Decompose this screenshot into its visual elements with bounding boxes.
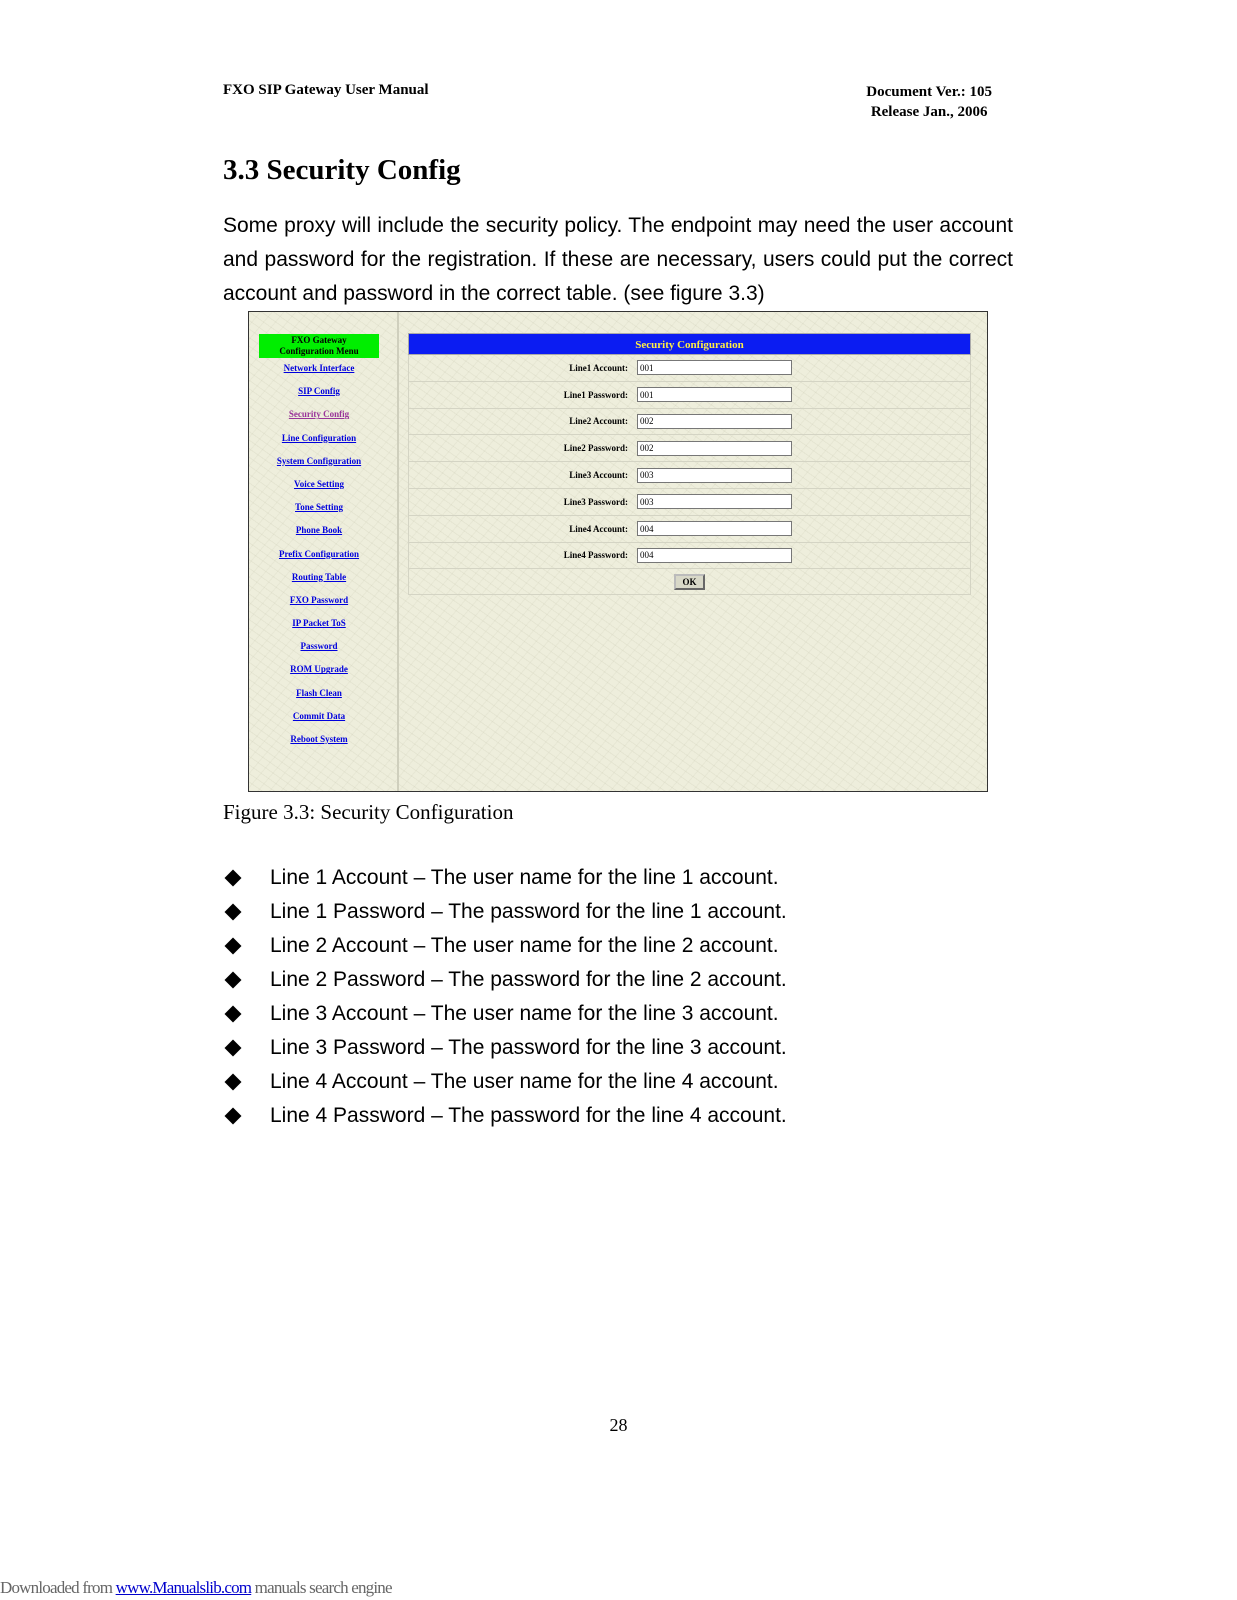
line4-account-label: Line4 Account: bbox=[569, 523, 628, 534]
menu-item bbox=[249, 479, 389, 502]
menu-link-ip-packet-tos[interactable]: IP Packet ToS bbox=[292, 618, 346, 629]
figure-caption: Figure 3.3: Security Configuration bbox=[223, 800, 514, 824]
menu-link-flash-clean[interactable]: Flash Clean bbox=[296, 687, 342, 698]
list-item-text: Line 3 Account – The user name for the line 3 account. bbox=[270, 1002, 779, 1025]
list-item bbox=[223, 1099, 787, 1133]
footer-suffix: manuals search engine bbox=[251, 1578, 392, 1597]
header-doc-version bbox=[866, 82, 992, 122]
menu-item bbox=[249, 549, 389, 572]
list-item bbox=[223, 1065, 787, 1099]
panel-title: Security Configuration bbox=[408, 333, 971, 355]
list-item-text: Line 4 Password – The password for the line 4 account. bbox=[270, 1104, 787, 1127]
list-item-text: Line 3 Password – The password for the line 3 account. bbox=[270, 1036, 787, 1059]
form-row bbox=[408, 409, 971, 436]
list-item bbox=[223, 997, 787, 1031]
line3-account-label: Line3 Account: bbox=[569, 470, 628, 481]
page-number: 28 bbox=[609, 1415, 628, 1435]
line2-account-label: Line2 Account: bbox=[569, 416, 628, 427]
menu-item bbox=[249, 618, 389, 641]
menu-link-commit-data[interactable]: Commit Data bbox=[292, 710, 346, 721]
line3-password-input[interactable] bbox=[637, 494, 792, 509]
menu-item bbox=[249, 502, 389, 525]
list-item bbox=[223, 895, 787, 929]
security-config-panel bbox=[408, 333, 971, 595]
release-date: Release Jan., 2006 bbox=[870, 104, 988, 120]
line2-password-input[interactable] bbox=[637, 441, 792, 456]
menu-title-line2: Configuration Menu bbox=[279, 346, 359, 356]
diamond-bullet-icon bbox=[225, 1006, 242, 1023]
doc-version: Document Ver.: 105 bbox=[866, 84, 992, 100]
section-title: 3.3 Security Config bbox=[223, 154, 461, 186]
menu-link-line-configuration[interactable]: Line Configuration bbox=[281, 432, 357, 443]
diamond-bullet-icon bbox=[225, 938, 242, 955]
diamond-bullet-icon bbox=[225, 1074, 242, 1091]
menu-link-voice-setting[interactable]: Voice Setting bbox=[294, 478, 344, 489]
line1-password-input[interactable] bbox=[637, 387, 792, 402]
menu-item bbox=[249, 572, 389, 595]
menu-title-line1: FXO Gateway bbox=[291, 335, 347, 345]
menu-item bbox=[249, 664, 389, 687]
ok-row bbox=[408, 569, 971, 595]
diamond-bullet-icon bbox=[225, 1040, 242, 1057]
menu-link-fxo-password[interactable]: FXO Password bbox=[289, 594, 349, 605]
line4-password-input[interactable] bbox=[637, 548, 792, 563]
menu-link-security-config[interactable]: Security Config bbox=[288, 409, 350, 420]
form-row bbox=[408, 543, 971, 570]
list-item bbox=[223, 929, 787, 963]
menu-item bbox=[249, 641, 389, 664]
list-item-text: Line 2 Password – The password for the line 2 account. bbox=[270, 968, 787, 991]
list-item-text: Line 1 Account – The user name for the line 1 account. bbox=[270, 866, 779, 889]
form-row bbox=[408, 489, 971, 516]
diamond-bullet-icon bbox=[225, 870, 242, 887]
config-menu-sidebar bbox=[249, 312, 399, 791]
menu-link-reboot-system[interactable]: Reboot System bbox=[290, 734, 348, 744]
menu-link-sip-config[interactable]: SIP Config bbox=[298, 386, 340, 397]
menu-item bbox=[249, 409, 389, 432]
form-row bbox=[408, 435, 971, 462]
line1-account-input[interactable] bbox=[637, 360, 792, 375]
line1-account-label: Line1 Account: bbox=[569, 362, 628, 373]
menu-link-prefix-configuration[interactable]: Prefix Configuration bbox=[278, 548, 360, 559]
list-item-text: Line 1 Password – The password for the line 1 account. bbox=[270, 900, 787, 923]
list-item bbox=[223, 963, 787, 997]
line1-password-label: Line1 Password: bbox=[563, 389, 628, 400]
menu-item bbox=[249, 386, 389, 409]
diamond-bullet-icon bbox=[225, 972, 242, 989]
menu-item bbox=[249, 363, 389, 386]
menu-link-phone-book[interactable]: Phone Book bbox=[295, 525, 343, 536]
form-row bbox=[408, 382, 971, 409]
intro-paragraph: Some proxy will include the security policy. The endpoint may need the user account and password for the registration. If these are necessary, users could put the correct account and password in the correct table. (see figure 3.3) bbox=[223, 214, 1013, 305]
form-row bbox=[408, 516, 971, 543]
menu-item bbox=[249, 711, 389, 734]
menu-item bbox=[249, 688, 389, 711]
line3-password-label: Line3 Password: bbox=[563, 496, 628, 507]
menu-link-rom-upgrade[interactable]: ROM Upgrade bbox=[290, 664, 348, 675]
diamond-bullet-icon bbox=[225, 1108, 242, 1125]
line4-account-input[interactable] bbox=[637, 521, 792, 536]
ok-button[interactable]: OK bbox=[674, 574, 704, 590]
line3-account-input[interactable] bbox=[637, 468, 792, 483]
menu-item bbox=[249, 525, 389, 548]
field-description-list bbox=[223, 861, 787, 1133]
menu-item bbox=[249, 734, 389, 757]
list-item bbox=[223, 1031, 787, 1065]
menu-item bbox=[249, 595, 389, 618]
line2-account-input[interactable] bbox=[637, 414, 792, 429]
menu-link-password[interactable]: Password bbox=[300, 641, 338, 652]
form-row bbox=[408, 355, 971, 382]
figure-screenshot bbox=[248, 311, 988, 792]
line2-password-label: Line2 Password: bbox=[563, 443, 628, 454]
list-item bbox=[223, 861, 787, 895]
menu-item bbox=[249, 456, 389, 479]
header-title: FXO SIP Gateway User Manual bbox=[223, 82, 429, 98]
download-footer bbox=[0, 1578, 392, 1598]
footer-prefix: Downloaded from bbox=[0, 1578, 116, 1597]
menu-link-system-configuration[interactable]: System Configuration bbox=[276, 455, 362, 466]
menu-title bbox=[259, 334, 379, 358]
menu-item bbox=[249, 433, 389, 456]
form-row bbox=[408, 462, 971, 489]
menu-link-routing-table[interactable]: Routing Table bbox=[291, 571, 347, 582]
diamond-bullet-icon bbox=[225, 904, 242, 921]
list-item-text: Line 4 Account – The user name for the line 4 account. bbox=[270, 1070, 779, 1093]
manualslib-link[interactable]: www.Manualslib.com bbox=[115, 1578, 252, 1597]
list-item-text: Line 2 Account – The user name for the line 2 account. bbox=[270, 934, 779, 957]
line4-password-label: Line4 Password: bbox=[563, 550, 628, 561]
menu-link-network-interface[interactable]: Network Interface bbox=[283, 363, 355, 373]
menu-link-tone-setting[interactable]: Tone Setting bbox=[295, 502, 343, 513]
menu-list bbox=[249, 363, 389, 757]
